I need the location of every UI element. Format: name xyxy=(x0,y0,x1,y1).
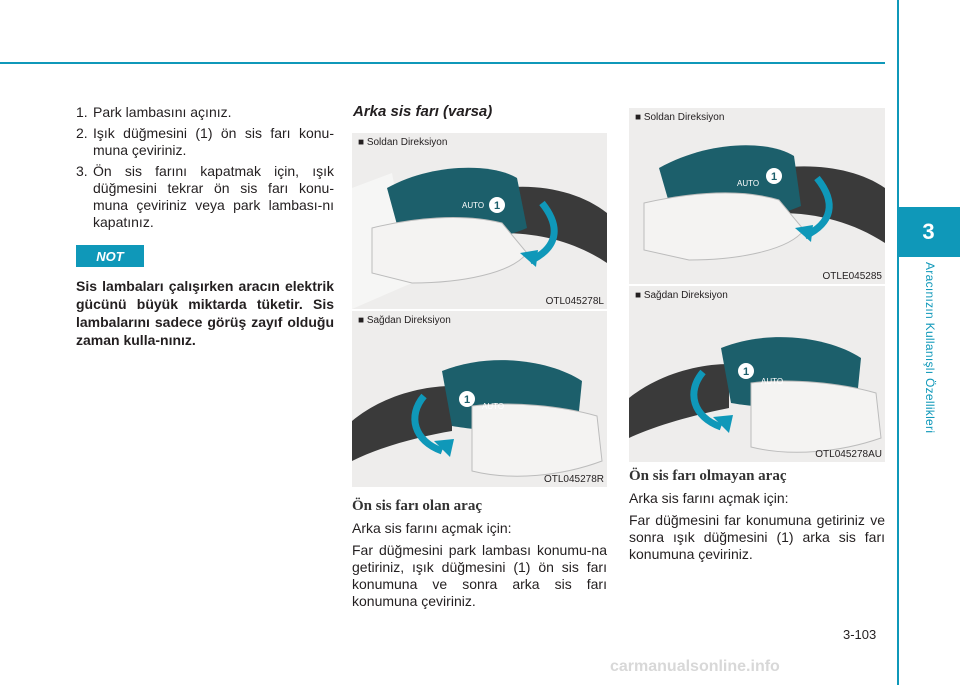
stalk-illustration xyxy=(352,133,607,309)
figure-label: ■ Sağdan Direksiyon xyxy=(635,290,728,301)
figure-label: ■ Soldan Direksiyon xyxy=(635,112,725,123)
note-text: Sis lambaları çalışırken aracın elektrik gücünü büyük miktarda tüketir. Sis lambalarını sadece görüş zayıf olduğu zaman kulla-nınız. xyxy=(76,278,334,348)
step-item xyxy=(76,104,334,121)
chapter-tab[interactable] xyxy=(897,207,960,257)
step-text: Işık düğmesini (1) ön sis farı konu-muna çeviriniz. xyxy=(93,125,334,158)
step-number: 1. xyxy=(76,104,88,120)
stalk-illustration xyxy=(629,286,885,462)
figure-label: ■ Soldan Direksiyon xyxy=(358,137,448,148)
figure-code: OTL045278AU xyxy=(815,449,882,460)
figure-code: OTL045278R xyxy=(543,474,604,485)
section-title: Arka sis farı (varsa) xyxy=(353,103,493,120)
watermark: carmanualsonline.info xyxy=(610,658,780,675)
figure-lhd-front-fog xyxy=(352,133,607,309)
paragraph: Far düğmesini far konumuna getiriniz ve sonra ışık düğmesini (1) arka sis farı konumuna çeviriniz. xyxy=(629,512,885,562)
callout-number: 1 xyxy=(742,366,750,378)
chapter-title: Aracınızın Kullanışlı Özellikleri xyxy=(923,262,937,434)
subheading-front-fog: Ön sis farı olan araç xyxy=(352,498,482,514)
figure-label: ■ Sağdan Direksiyon xyxy=(358,315,451,326)
callout-number: 1 xyxy=(493,200,501,212)
auto-marking: AUTO xyxy=(462,201,485,210)
chapter-number: 3 xyxy=(922,219,935,244)
step-item xyxy=(76,125,334,159)
header-rule xyxy=(0,62,885,64)
step-number: 3. xyxy=(76,163,88,179)
figure-rhd-no-front-fog xyxy=(629,286,885,462)
figure-code: OTL045278L xyxy=(545,296,604,307)
step-text: Ön sis farını kapatmak için, ışık düğmesini tekrar ön sis farı konu-muna çeviriniz veya park lambası-nı kapatınız. xyxy=(93,163,334,230)
stalk-illustration xyxy=(629,108,885,284)
auto-marking: AUTO xyxy=(737,179,760,188)
left-column xyxy=(76,104,334,349)
auto-marking: AUTO xyxy=(761,377,784,386)
auto-marking: AUTO xyxy=(482,402,505,411)
step-list xyxy=(76,104,334,231)
paragraph: Arka sis farını açmak için: xyxy=(629,490,789,506)
step-item xyxy=(76,163,334,231)
subheading-no-front-fog: Ön sis farı olmayan araç xyxy=(629,468,787,484)
step-number: 2. xyxy=(76,125,88,141)
callout-number: 1 xyxy=(463,394,471,406)
figure-lhd-no-front-fog xyxy=(629,108,885,284)
page-number: 3-103 xyxy=(843,627,877,642)
figure-rhd-front-fog xyxy=(352,311,607,487)
side-strip xyxy=(897,0,899,685)
step-text: Park lambasını açınız. xyxy=(93,104,232,120)
paragraph: Far düğmesini park lambası konumu-na getiriniz, ışık düğmesini (1) ön sis farı konumuna ve sonra arka sis farı konumuna çeviriniz. xyxy=(352,542,607,609)
stalk-illustration xyxy=(352,311,607,487)
note-label: NOT xyxy=(76,245,144,267)
callout-number: 1 xyxy=(770,171,778,183)
paragraph: Arka sis farını açmak için: xyxy=(352,520,512,536)
figure-code: OTLE045285 xyxy=(822,271,882,282)
